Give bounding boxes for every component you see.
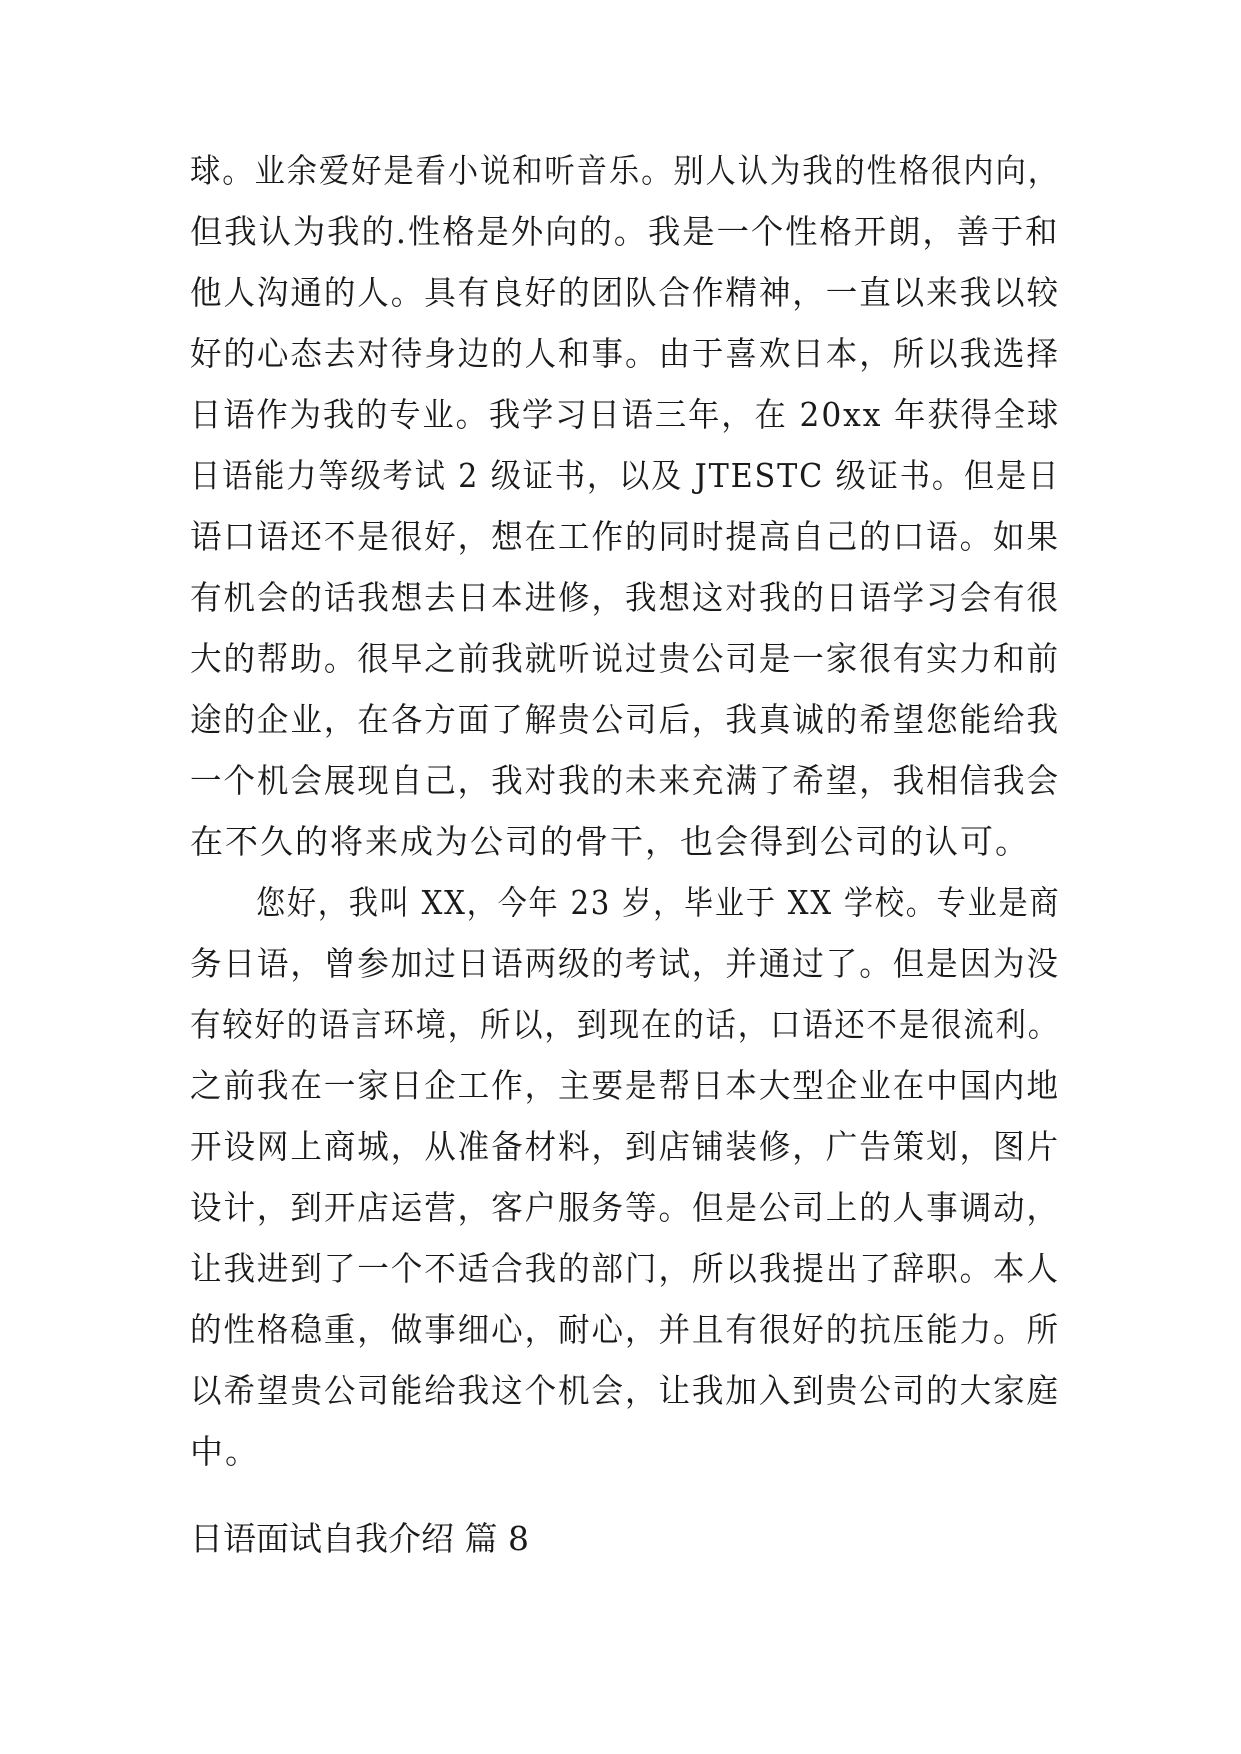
paragraph-1-line: 途的企业，在各方面了解贵公司后，我真诚的希望您能给我 (190, 700, 1060, 739)
section-heading: 日语面试自我介绍 篇 8 (190, 1519, 529, 1558)
paragraph-1-line: 语口语还不是很好，想在工作的同时提高自己的口语。如果 (190, 517, 1060, 556)
paragraph-2-line: 的性格稳重，做事细心，耐心，并且有很好的抗压能力。所 (190, 1310, 1060, 1349)
paragraph-2-line: 中。 (190, 1432, 260, 1471)
paragraph-2-line: 有较好的语言环境，所以，到现在的话，口语还不是很流利。 (190, 1005, 1060, 1044)
paragraph-1-line: 好的心态去对待身边的人和事。由于喜欢日本，所以我选择 (190, 334, 1060, 373)
paragraph-1-line: 日语能力等级考试 2 级证书，以及 JTESTC 级证书。但是日 (190, 456, 1061, 495)
paragraph-1-line: 他人沟通的人。具有良好的团队合作精神，一直以来我以较 (190, 273, 1060, 312)
paragraph-2-line: 设计，到开店运营，客户服务等。但是公司上的人事调动， (190, 1188, 1060, 1227)
paragraph-2-line: 以希望贵公司能给我这个机会，让我加入到贵公司的大家庭 (190, 1371, 1060, 1410)
paragraph-1-line: 但我认为我的.性格是外向的。我是一个性格开朗，善于和 (190, 212, 1060, 251)
paragraph-2-line: 您好，我叫 XX，今年 23 岁，毕业于 XX 学校。专业是商 (256, 883, 1061, 922)
paragraph-1-line: 日语作为我的专业。我学习日语三年，在 20xx 年获得全球 (190, 395, 1061, 434)
paragraph-1-line: 在不久的将来成为公司的骨干，也会得到公司的认可。 (190, 822, 1030, 861)
paragraph-2-line: 务日语，曾参加过日语两级的考试，并通过了。但是因为没 (190, 944, 1060, 983)
paragraph-1-line: 一个机会展现自己，我对我的未来充满了希望，我相信我会 (190, 761, 1060, 800)
paragraph-1-line: 有机会的话我想去日本进修，我想这对我的日语学习会有很 (190, 578, 1060, 617)
paragraph-1-line: 大的帮助。很早之前我就听说过贵公司是一家很有实力和前 (190, 639, 1060, 678)
paragraph-2-line: 让我进到了一个不适合我的部门，所以我提出了辞职。本人 (190, 1249, 1060, 1288)
paragraph-2-line: 开设网上商城，从准备材料，到店铺装修，广告策划，图片 (190, 1127, 1060, 1166)
paragraph-1-line: 球。业余爱好是看小说和听音乐。别人认为我的性格很内向， (190, 151, 1060, 190)
paragraph-2-line: 之前我在一家日企工作，主要是帮日本大型企业在中国内地 (190, 1066, 1060, 1105)
